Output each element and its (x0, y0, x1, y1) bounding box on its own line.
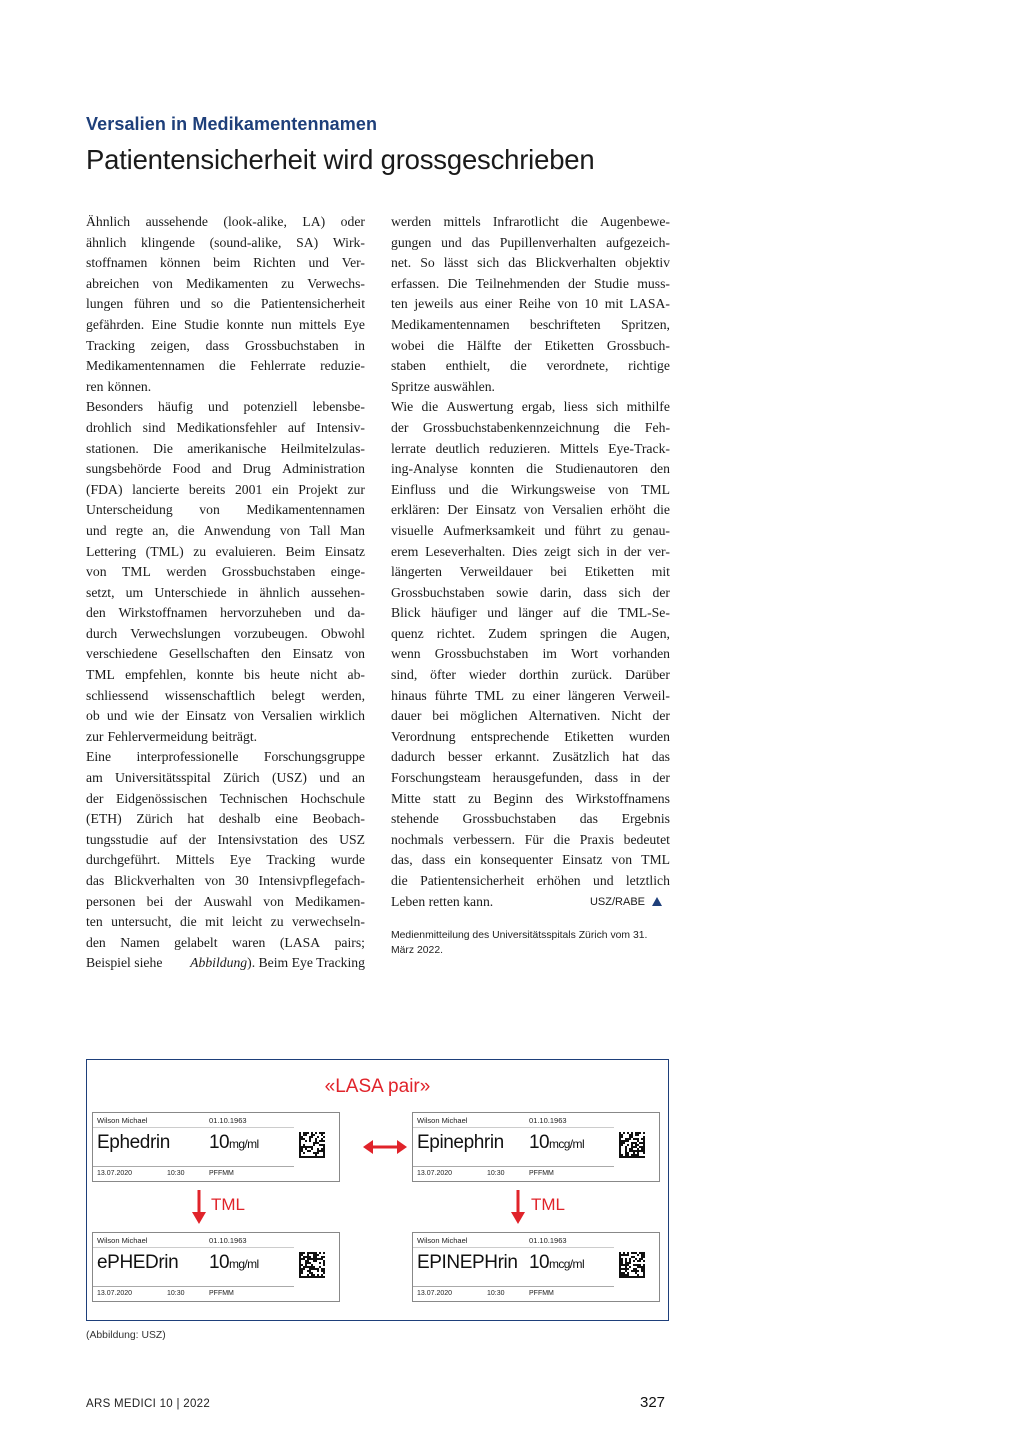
label-code: PFFMM (529, 1170, 554, 1177)
text-line: das Blickverhalten von 30 Intensivpflegefach- (86, 873, 365, 888)
text-line: der Grossbuchstabenkennzeichnung die Feh- (391, 419, 670, 435)
text-line: Beispiel siehe Abbildung). Beim Eye Tracking (86, 955, 365, 971)
text-line: Leben retten kann. USZ/RABE (391, 892, 670, 913)
label-date: 13.07.2020 (417, 1290, 453, 1297)
label-date: 13.07.2020 (97, 1170, 133, 1177)
text-line: net. So lässt sich das Blickverhalten objektiv (391, 255, 670, 271)
text-line: ähnlich klingende (sound-alike, SA) Wirk- (86, 234, 365, 250)
text-line: nochmals verbessern. Für die Praxis bedeutet (391, 831, 670, 847)
text-line: den Wirkstoffnamen hervorzuheben und da- (86, 605, 365, 621)
text-line: quenz richtet. Zudem springen die Augen, (391, 625, 670, 641)
text-line: Mitte statt zu Beginn des Wirkstoffnamens (391, 790, 670, 806)
text-line: erfassen. Die Teilnehmenden der Studie muss- (391, 275, 670, 291)
source-note: Medienmitteilung des Universitätsspitals Zürich vom 31. März 2022. (391, 930, 648, 956)
journal-footer: ARS MEDICI 10 | 2022 (86, 1398, 211, 1410)
drug-label-epinephrin-tml (412, 1232, 660, 1302)
text-line: ing-Analyse konnten die Studienautoren den (391, 461, 670, 477)
label-code: PFFMM (209, 1290, 234, 1297)
text-line: und regte an, die Anwendung von Tall Man (86, 522, 365, 538)
text-line: schliessend wissenschaftlich belegt werden, (86, 687, 365, 703)
text-line: abreichen von Medikamenten zu Verwechs- (86, 275, 365, 291)
text-line: dadurch besser erkannt. Zusätzlich hat das (391, 749, 670, 765)
text-line: Lettering (TML) zu evaluieren. Beim Einsatz (86, 543, 365, 559)
text-line: am Universitätsspital Zürich (USZ) und an (86, 770, 365, 786)
label-code: PFFMM (209, 1170, 234, 1177)
drug-dose: 10mg/ml (209, 1252, 259, 1273)
figure-title: «LASA pair» (324, 1076, 431, 1097)
text-line: Forschungsteam herausgefunden, dass in der (391, 770, 670, 786)
text-line: ten untersucht, die mit leicht zu verwechseln- (86, 914, 365, 930)
patient-name: Wilson Michael (97, 1236, 148, 1245)
text-line: den Namen gelabelt waren (LASA pairs; (86, 934, 365, 950)
text-line: lungen führen und so die Patientensicherheit (86, 296, 365, 312)
patient-dob: 01.10.1963 (209, 1236, 247, 1245)
text-line: ten jeweils aus einer Reihe von 10 mit LASA- (391, 296, 670, 312)
drug-name: Ephedrin (97, 1132, 170, 1153)
text-line: Medikamentennamen die Fehlerrate reduzie- (86, 358, 365, 374)
page-number: 327 (640, 1394, 666, 1411)
patient-dob: 01.10.1963 (529, 1236, 567, 1245)
drug-label-ephedrin-tml (92, 1232, 340, 1302)
drug-name: Epinephrin (417, 1132, 504, 1153)
right-column (391, 212, 670, 912)
author-signature: USZ/RABE (590, 892, 666, 913)
text-line: gungen und das Pupillenverhalten aufgezeich- (391, 234, 670, 250)
text-line: Spritze auswählen. (391, 378, 495, 394)
drug-label-epinephrin (412, 1112, 660, 1182)
text-line: sind, öfter wieder dorthin zurück. Darüber (391, 667, 670, 683)
text-line: Wie die Auswertung ergab, liess sich mithilfe (391, 399, 670, 415)
label-time: 10:30 (167, 1170, 185, 1177)
text-line: von TML werden Grossbuchstaben einge- (86, 564, 365, 580)
datamatrix-code-icon (299, 1132, 325, 1158)
text-line: wobei die Hälfte der Etiketten Grossbuch- (391, 337, 670, 353)
text-line: stationen. Die amerikanische Heilmitelzulas- (86, 440, 365, 456)
text-line: stoffnamen können beim Richten und Ver- (86, 255, 365, 271)
text-line: gefährden. Eine Studie konnte nun mittels Eye (86, 316, 365, 332)
drug-dose: 10mcg/ml (529, 1132, 585, 1153)
label-date: 13.07.2020 (417, 1170, 453, 1177)
text-line: personen bei der Auswahl von Medikamen- (86, 893, 365, 909)
tml-label: TML (531, 1195, 565, 1214)
text-line: stehende Grossbuchstaben das Ergebnis (391, 811, 670, 827)
text-line: Besonders häufig und potenziell lebensbe- (86, 399, 365, 415)
text-line: ob und wie der Einsatz von Versalien wirklich (86, 708, 365, 724)
figure-caption: (Abbildung: USZ) (86, 1330, 166, 1341)
text-line: Unterscheidung von Medikamentennamen (86, 502, 365, 518)
text-line: TML empfehlen, konnte bis heute nicht ab- (86, 667, 365, 683)
drug-dose: 10mcg/ml (529, 1252, 585, 1273)
text-line: Einfluss und die Wirkungsweise von TML (391, 481, 670, 497)
label-time: 10:30 (487, 1170, 505, 1177)
text-line: durch Verwechslungen vorzubeugen. Obwohl (86, 625, 365, 641)
double-arrow-icon (363, 1139, 407, 1155)
article-kicker: Versalien in Medikamentennamen (86, 114, 378, 134)
datamatrix-code-icon (619, 1132, 645, 1158)
text-line: (FDA) lancierte bereits 2001 ein Projekt zur (86, 481, 365, 497)
text-line: erem Leseverhalten. Dies zeigt sich in der ver- (391, 543, 670, 559)
text-line: drohlich sind Medikationsfehler auf Intensiv- (86, 419, 365, 435)
label-code: PFFMM (529, 1290, 554, 1297)
patient-name: Wilson Michael (97, 1116, 148, 1125)
text-line: Medikamentennamen beschrifteten Spritzen, (391, 316, 670, 332)
text-line: dauer bei möglichen Alternativen. Nicht der (391, 708, 670, 724)
text-line: werden mittels Infrarotlicht die Augenbewe- (391, 214, 670, 229)
tml-label: TML (211, 1195, 245, 1214)
left-column (86, 212, 365, 974)
text-line: zur Fehlervermeidung beiträgt. (86, 728, 258, 744)
text-line: (ETH) Zürich hat deshalb eine Beobach- (86, 811, 365, 827)
patient-dob: 01.10.1963 (529, 1116, 567, 1125)
text-line: Blick häufiger und länger auf die TML-Se- (391, 605, 670, 621)
label-time: 10:30 (487, 1290, 505, 1297)
lasa-figure (86, 1059, 669, 1321)
text-line: Eine interprofessionelle Forschungsgruppe (86, 749, 365, 765)
text-line: erklären: Der Einsatz von Versalien erhöht die (391, 502, 670, 518)
text-line: ren können. (86, 378, 152, 394)
article-headline: Patientensicherheit wird grossgeschrieben (86, 144, 595, 175)
text-line: längerten Verweildauer bei Etiketten mit (391, 564, 670, 580)
text-line: verschiedene Gesellschaften den Einsatz von (86, 646, 365, 662)
text-line: das, dass ein konsequenter Einsatz von TML (391, 852, 670, 868)
text-line: setzt, um Unterschiede in ähnlich aussehen- (86, 584, 365, 600)
text-line: hinaus führte TML zu einer längeren Verweil- (391, 687, 670, 703)
text-line: Tracking zeigen, dass Grossbuchstaben in (86, 337, 365, 353)
end-triangle-icon (652, 897, 662, 906)
label-time: 10:30 (167, 1290, 185, 1297)
text-line: tungsstudie auf der Intensivstation des USZ (86, 831, 365, 847)
datamatrix-code-icon (619, 1252, 645, 1278)
text-line: durchgeführt. Mittels Eye Tracking wurde (86, 852, 365, 868)
patient-dob: 01.10.1963 (209, 1116, 247, 1125)
text-line: visuelle Aufmerksamkeit und führt zu genau- (391, 522, 670, 538)
text-line: der Eidgenössischen Technischen Hochschule (86, 790, 365, 806)
patient-name: Wilson Michael (417, 1236, 468, 1245)
text-line: Verordnung entsprechende Etiketten wurden (391, 728, 670, 744)
down-arrow-icon (192, 1190, 206, 1224)
text-line: Ähnlich aussehende (look-alike, LA) oder (86, 214, 365, 229)
text-line: staben enthielt, die verordnete, richtige (391, 358, 670, 374)
text-line: Grossbuchstaben sowie darin, dass sich der (391, 584, 670, 600)
drug-name: ePHEDrin (97, 1252, 179, 1273)
label-date: 13.07.2020 (97, 1290, 133, 1297)
drug-label-ephedrin (92, 1112, 340, 1182)
down-arrow-icon (511, 1190, 525, 1224)
text-line: wenn Grossbuchstaben im Wort vorhanden (391, 646, 670, 662)
drug-name: EPINEPHrin (417, 1252, 518, 1273)
text-line: lerrate deutlich reduzieren. Mittels Eye-Track- (391, 440, 670, 456)
text-line: die Patientensicherheit erhöhen und letztlich (391, 873, 670, 888)
drug-dose: 10mg/ml (209, 1132, 259, 1153)
patient-name: Wilson Michael (417, 1116, 468, 1125)
datamatrix-code-icon (299, 1252, 325, 1278)
text-line: sungsbehörde Food and Drug Administration (86, 461, 365, 477)
